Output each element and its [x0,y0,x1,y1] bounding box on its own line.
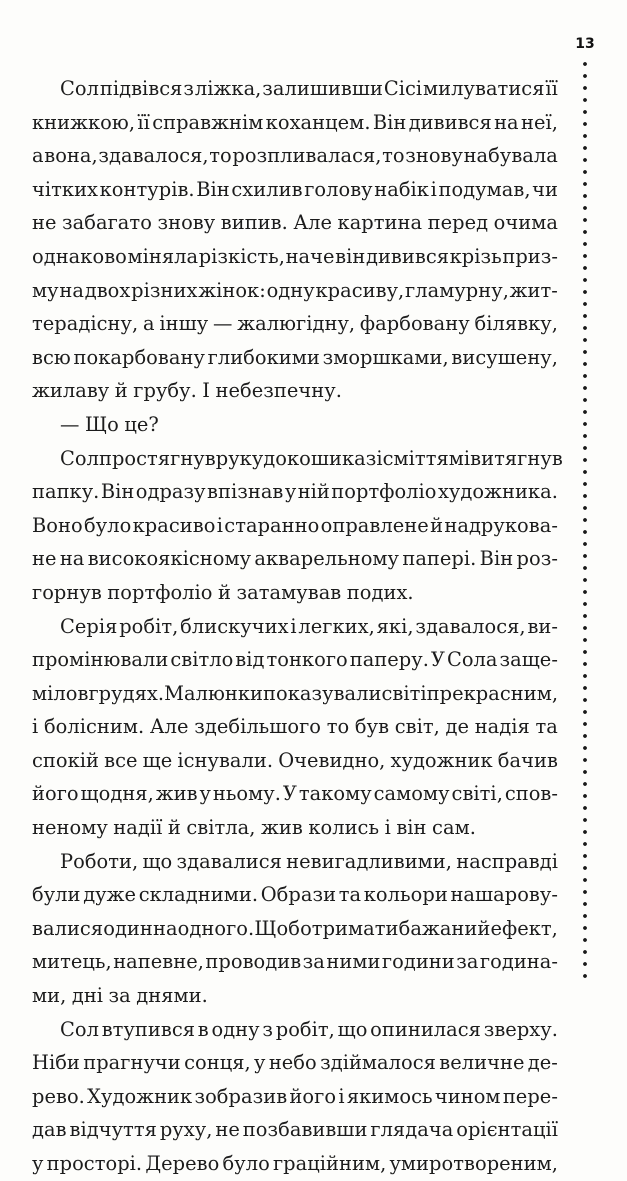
text-line: ми, дні за днями. [32,984,208,1008]
text-line: не на високоякісному акварельному папері. Він роз- [32,547,558,571]
dotted-margin-rule [583,58,587,980]
text-line: Серія робіт, блискучих і легких, які, здавалося, ви- [60,614,558,638]
text-line: однаково міняла різкість, наче він дивився крізь приз- [32,244,558,268]
text-line: терадісну, а іншу — жалюгідну, фарбовану білявку, [32,312,558,336]
page-number: 13 [575,36,595,52]
text-line: у просторі. Дерево було граційним, умиротвореним, [32,1152,558,1175]
text-line: му на двох різних жінок: одну красиву, гламурну, жит- [32,278,558,302]
text-line: були дуже складними. Образи та кольори нашарову- [32,883,558,907]
body-text [32,72,563,1181]
text-line: спокій все ще існували. Очевидно, художник бачив [32,748,558,772]
text-line: валися один на одного. Щоб отримати бажаний ефект, [32,916,558,940]
text-line: а вона, здавалося, то розпливалася, то знову набувала [32,144,558,168]
text-line: горнув портфоліо й затамував подих. [32,580,414,604]
text-line: Ніби прагнучи сонця, у небо здіймалося величне де- [32,1051,558,1075]
text-line: його щодня, жив у ньому. У такому самому світі, спов- [32,782,558,806]
text-line: Сол простягнув руку до кошика зі сміттям і витягнув [60,446,563,470]
text-line: промінювали світло від тонкого паперу. У Сола заще- [32,648,558,672]
text-line: митець, напевне, проводив за ними години за година- [32,950,558,974]
text-line: Роботи, що здавалися невигадливими, насправді [60,849,558,873]
text-line: чітких контурів. Він схилив голову набік і подумав, чи [32,177,558,201]
text-line: папку. Він одразу впізнав у ній портфоліо художника. [32,480,558,504]
text-line: книжкою, її справжнім коханцем. Він дивився на неї, [32,110,558,134]
text-line: міло в грудях. Малюнки показували світ і прекрасним, [32,681,559,705]
text-line: не забагато знову випив. Але картина перед очима [32,211,558,235]
text-line: рево. Художник зобразив його і якимось чином пере- [32,1084,558,1108]
text-line: і болісним. Але здебільшого то був світ, де надія та [32,715,558,739]
text-line: жилаву й грубу. І небезпечну. [32,379,342,403]
text-line: неному надії й світла, жив колись і він сам. [32,816,476,840]
text-line: Воно було красиво і старанно оправлене й надрукова- [32,513,558,537]
text-line: дав відчуття руху, не позбавивши глядача орієнтації [32,1118,558,1142]
text-line: всю покарбовану глибокими зморшками, висушену, [32,345,558,369]
text-line: Сол підвівся з ліжка, залишивши Сісі милуватися її [60,77,558,100]
text-line: Сол втупився в одну з робіт, що опинилася зверху. [60,1017,558,1041]
text-line: — Що це? [60,412,159,436]
